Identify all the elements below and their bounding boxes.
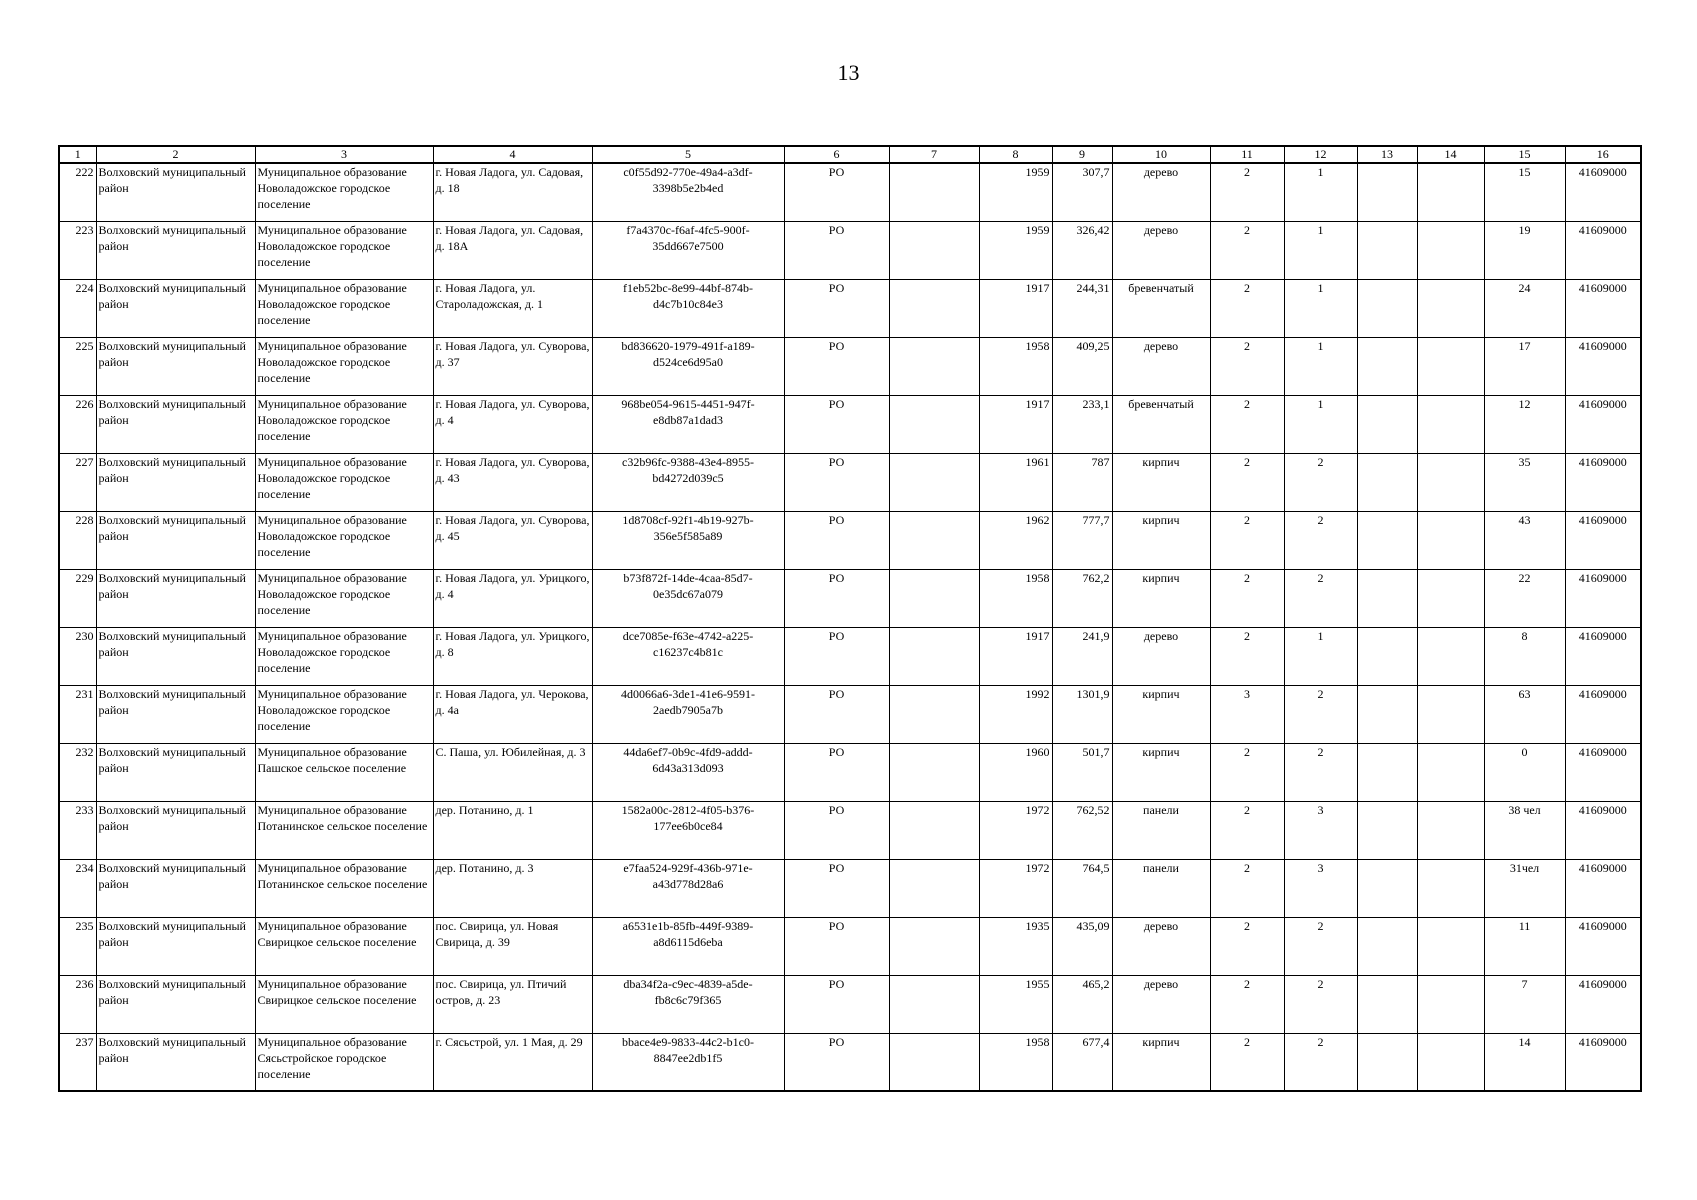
cell-entrances: 2 [1284,1033,1357,1091]
cell-col-7-value [889,453,979,511]
cell-col-6-value: РО [784,511,889,569]
cell-col-13-value [1357,743,1417,801]
cell-wall-material: кирпич [1112,453,1210,511]
cell-oktmo-code: 41609000 [1565,453,1641,511]
cell-col-14-value [1417,569,1484,627]
table-row [59,221,1641,279]
cell-floors: 2 [1210,163,1284,221]
cell-year-built: 1961 [979,453,1052,511]
cell-oktmo-code: 41609000 [1565,221,1641,279]
cell-col-6-value: РО [784,221,889,279]
cell-area: 244,31 [1052,279,1112,337]
cell-house-guid: 44da6ef7-0b9c-4fd9-addd-6d43a313d093 [592,743,784,801]
cell-residents: 11 [1484,917,1565,975]
page-number: 13 [837,60,860,85]
cell-row-number: 228 [59,511,96,569]
cell-col-6-value: РО [784,337,889,395]
cell-col-14-value [1417,859,1484,917]
cell-wall-material: дерево [1112,221,1210,279]
cell-house-guid: 968be054-9615-4451-947f-e8db87a1dad3 [592,395,784,453]
cell-year-built: 1917 [979,279,1052,337]
col-header-14: 14 [1417,146,1484,163]
cell-residents: 7 [1484,975,1565,1033]
cell-entrances: 1 [1284,395,1357,453]
cell-year-built: 1992 [979,685,1052,743]
cell-district: Волховский муниципальный район [96,801,255,859]
cell-district: Волховский муниципальный район [96,279,255,337]
cell-address: г. Новая Ладога, ул. Урицкого, д. 4 [433,569,592,627]
cell-col-7-value [889,511,979,569]
cell-wall-material: дерево [1112,337,1210,395]
cell-house-guid: f1eb52bc-8e99-44bf-874b-d4c7b10c84e3 [592,279,784,337]
cell-row-number: 235 [59,917,96,975]
cell-wall-material: бревенчатый [1112,395,1210,453]
cell-house-guid: 1582a00c-2812-4f05-b376-177ee6b0ce84 [592,801,784,859]
cell-municipality: Муниципальное образование Потанинское сельское поселение [255,859,433,917]
cell-area: 787 [1052,453,1112,511]
cell-wall-material: дерево [1112,163,1210,221]
cell-house-guid: f7a4370c-f6af-4fc5-900f-35dd667e7500 [592,221,784,279]
cell-year-built: 1960 [979,743,1052,801]
col-header-5: 5 [592,146,784,163]
cell-row-number: 236 [59,975,96,1033]
cell-floors: 2 [1210,917,1284,975]
cell-year-built: 1972 [979,801,1052,859]
cell-floors: 2 [1210,627,1284,685]
cell-entrances: 1 [1284,221,1357,279]
cell-municipality: Муниципальное образование Свирицкое сельское поселение [255,975,433,1033]
cell-entrances: 3 [1284,859,1357,917]
cell-floors: 2 [1210,975,1284,1033]
cell-year-built: 1935 [979,917,1052,975]
cell-address: г. Новая Ладога, ул. Суворова, д. 43 [433,453,592,511]
cell-col-14-value [1417,743,1484,801]
cell-row-number: 230 [59,627,96,685]
col-header-9: 9 [1052,146,1112,163]
cell-col-6-value: РО [784,453,889,511]
cell-row-number: 225 [59,337,96,395]
header-row [59,146,1641,163]
cell-col-7-value [889,801,979,859]
cell-oktmo-code: 41609000 [1565,859,1641,917]
cell-entrances: 2 [1284,975,1357,1033]
cell-residents: 14 [1484,1033,1565,1091]
cell-col-6-value: РО [784,395,889,453]
col-header-3: 3 [255,146,433,163]
cell-col-7-value [889,337,979,395]
cell-municipality: Муниципальное образование Новоладожское городское поселение [255,337,433,395]
cell-area: 764,5 [1052,859,1112,917]
cell-col-7-value [889,975,979,1033]
cell-col-7-value [889,569,979,627]
cell-area: 233,1 [1052,395,1112,453]
cell-col-14-value [1417,975,1484,1033]
cell-oktmo-code: 41609000 [1565,627,1641,685]
cell-year-built: 1958 [979,1033,1052,1091]
cell-col-14-value [1417,163,1484,221]
cell-col-6-value: РО [784,975,889,1033]
cell-col-13-value [1357,801,1417,859]
table-row [59,279,1641,337]
col-header-8: 8 [979,146,1052,163]
cell-col-14-value [1417,801,1484,859]
cell-col-13-value [1357,569,1417,627]
col-header-4: 4 [433,146,592,163]
cell-municipality: Муниципальное образование Новоладожское городское поселение [255,221,433,279]
cell-col-7-value [889,1033,979,1091]
cell-col-6-value: РО [784,859,889,917]
cell-district: Волховский муниципальный район [96,917,255,975]
cell-year-built: 1917 [979,395,1052,453]
cell-area: 409,25 [1052,337,1112,395]
cell-address: г. Новая Ладога, ул. Суворова, д. 37 [433,337,592,395]
cell-col-13-value [1357,511,1417,569]
cell-col-7-value [889,395,979,453]
cell-residents: 8 [1484,627,1565,685]
cell-address: г. Новая Ладога, ул. Садовая, д. 18А [433,221,592,279]
cell-col-6-value: РО [784,569,889,627]
cell-col-13-value [1357,221,1417,279]
cell-wall-material: панели [1112,801,1210,859]
cell-house-guid: dba34f2a-c9ec-4839-a5de-fb8c6c79f365 [592,975,784,1033]
cell-residents: 17 [1484,337,1565,395]
cell-col-6-value: РО [784,279,889,337]
cell-oktmo-code: 41609000 [1565,337,1641,395]
cell-floors: 2 [1210,1033,1284,1091]
cell-col-14-value [1417,685,1484,743]
table-row [59,337,1641,395]
cell-municipality: Муниципальное образование Сясьстройское городское поселение [255,1033,433,1091]
cell-row-number: 231 [59,685,96,743]
cell-house-guid: c32b96fc-9388-43e4-8955-bd4272d039c5 [592,453,784,511]
cell-area: 501,7 [1052,743,1112,801]
cell-oktmo-code: 41609000 [1565,743,1641,801]
table-row [59,1033,1641,1091]
cell-floors: 2 [1210,511,1284,569]
cell-wall-material: дерево [1112,917,1210,975]
cell-address: пос. Свирица, ул. Новая Свирица, д. 39 [433,917,592,975]
cell-col-14-value [1417,1033,1484,1091]
cell-wall-material: кирпич [1112,685,1210,743]
cell-entrances: 1 [1284,279,1357,337]
cell-house-guid: bd836620-1979-491f-a189-d524ce6d95a0 [592,337,784,395]
cell-floors: 2 [1210,221,1284,279]
cell-district: Волховский муниципальный район [96,453,255,511]
cell-oktmo-code: 41609000 [1565,801,1641,859]
cell-col-14-value [1417,337,1484,395]
cell-col-7-value [889,221,979,279]
cell-year-built: 1962 [979,511,1052,569]
cell-house-guid: a6531e1b-85fb-449f-9389-a8d6115d6eba [592,917,784,975]
table-row [59,859,1641,917]
cell-entrances: 2 [1284,453,1357,511]
cell-col-7-value [889,279,979,337]
cell-district: Волховский муниципальный район [96,511,255,569]
cell-year-built: 1972 [979,859,1052,917]
cell-wall-material: кирпич [1112,1033,1210,1091]
cell-wall-material: кирпич [1112,511,1210,569]
col-header-6: 6 [784,146,889,163]
cell-municipality: Муниципальное образование Новоладожское городское поселение [255,685,433,743]
cell-row-number: 232 [59,743,96,801]
cell-col-14-value [1417,511,1484,569]
table-row [59,163,1641,221]
cell-entrances: 1 [1284,627,1357,685]
cell-col-14-value [1417,453,1484,511]
cell-area: 307,7 [1052,163,1112,221]
cell-col-6-value: РО [784,627,889,685]
cell-row-number: 229 [59,569,96,627]
cell-address: г. Новая Ладога, ул. Староладожская, д. 1 [433,279,592,337]
cell-house-guid: 1d8708cf-92f1-4b19-927b-356e5f585a89 [592,511,784,569]
cell-municipality: Муниципальное образование Новоладожское городское поселение [255,511,433,569]
cell-col-13-value [1357,917,1417,975]
cell-entrances: 2 [1284,569,1357,627]
cell-municipality: Муниципальное образование Новоладожское городское поселение [255,627,433,685]
cell-residents: 38 чел [1484,801,1565,859]
cell-district: Волховский муниципальный район [96,337,255,395]
cell-address: г. Новая Ладога, ул. Урицкого, д. 8 [433,627,592,685]
cell-area: 762,52 [1052,801,1112,859]
table-row [59,569,1641,627]
table-header [59,146,1641,163]
table-row [59,801,1641,859]
cell-entrances: 2 [1284,743,1357,801]
cell-col-7-value [889,163,979,221]
table-row [59,453,1641,511]
cell-col-13-value [1357,395,1417,453]
cell-col-14-value [1417,395,1484,453]
cell-municipality: Муниципальное образование Новоладожское городское поселение [255,453,433,511]
cell-oktmo-code: 41609000 [1565,279,1641,337]
cell-col-13-value [1357,975,1417,1033]
cell-address: г. Новая Ладога, ул. Черокова, д. 4а [433,685,592,743]
cell-floors: 2 [1210,453,1284,511]
col-header-7: 7 [889,146,979,163]
cell-area: 435,09 [1052,917,1112,975]
cell-municipality: Муниципальное образование Потанинское сельское поселение [255,801,433,859]
cell-address: дер. Потанино, д. 1 [433,801,592,859]
cell-area: 326,42 [1052,221,1112,279]
cell-col-6-value: РО [784,743,889,801]
cell-wall-material: дерево [1112,627,1210,685]
col-header-1: 1 [59,146,96,163]
cell-oktmo-code: 41609000 [1565,685,1641,743]
cell-col-7-value [889,685,979,743]
cell-col-13-value [1357,1033,1417,1091]
cell-entrances: 1 [1284,337,1357,395]
cell-residents: 15 [1484,163,1565,221]
cell-row-number: 226 [59,395,96,453]
cell-district: Волховский муниципальный район [96,569,255,627]
col-header-11: 11 [1210,146,1284,163]
table-row [59,395,1641,453]
cell-entrances: 3 [1284,801,1357,859]
cell-house-guid: b73f872f-14de-4caa-85d7-0e35dc67a079 [592,569,784,627]
cell-col-13-value [1357,163,1417,221]
cell-residents: 35 [1484,453,1565,511]
cell-col-7-value [889,859,979,917]
cell-municipality: Муниципальное образование Новоладожское городское поселение [255,395,433,453]
cell-entrances: 1 [1284,163,1357,221]
cell-wall-material: панели [1112,859,1210,917]
cell-entrances: 2 [1284,511,1357,569]
cell-col-14-value [1417,917,1484,975]
cell-row-number: 233 [59,801,96,859]
cell-house-guid: e7faa524-929f-436b-971e-a43d778d28a6 [592,859,784,917]
col-header-13: 13 [1357,146,1417,163]
cell-col-13-value [1357,279,1417,337]
cell-area: 777,7 [1052,511,1112,569]
cell-entrances: 2 [1284,685,1357,743]
cell-col-7-value [889,627,979,685]
cell-residents: 0 [1484,743,1565,801]
cell-address: г. Новая Ладога, ул. Суворова, д. 45 [433,511,592,569]
cell-year-built: 1955 [979,975,1052,1033]
cell-residents: 24 [1484,279,1565,337]
cell-municipality: Муниципальное образование Пашское сельское поселение [255,743,433,801]
cell-col-13-value [1357,859,1417,917]
cell-floors: 2 [1210,395,1284,453]
cell-area: 762,2 [1052,569,1112,627]
cell-oktmo-code: 41609000 [1565,395,1641,453]
table-row [59,975,1641,1033]
col-header-10: 10 [1112,146,1210,163]
cell-district: Волховский муниципальный район [96,975,255,1033]
cell-oktmo-code: 41609000 [1565,511,1641,569]
cell-district: Волховский муниципальный район [96,627,255,685]
cell-year-built: 1959 [979,221,1052,279]
cell-wall-material: кирпич [1112,743,1210,801]
cell-residents: 63 [1484,685,1565,743]
cell-floors: 2 [1210,569,1284,627]
cell-col-14-value [1417,221,1484,279]
table-row [59,627,1641,685]
cell-municipality: Муниципальное образование Новоладожское городское поселение [255,163,433,221]
cell-area: 677,4 [1052,1033,1112,1091]
cell-residents: 31чел [1484,859,1565,917]
cell-house-guid: c0f55d92-770e-49a4-a3df-3398b5e2b4ed [592,163,784,221]
cell-col-7-value [889,917,979,975]
cell-col-13-value [1357,685,1417,743]
cell-address: пос. Свирица, ул. Птичий остров, д. 23 [433,975,592,1033]
cell-floors: 2 [1210,801,1284,859]
col-header-2: 2 [96,146,255,163]
cell-year-built: 1958 [979,337,1052,395]
cell-house-guid: dce7085e-f63e-4742-a225-c16237c4b81c [592,627,784,685]
cell-district: Волховский муниципальный район [96,743,255,801]
cell-municipality: Муниципальное образование Свирицкое сельское поселение [255,917,433,975]
cell-row-number: 224 [59,279,96,337]
cell-col-14-value [1417,279,1484,337]
cell-year-built: 1959 [979,163,1052,221]
cell-municipality: Муниципальное образование Новоладожское городское поселение [255,569,433,627]
table-row [59,743,1641,801]
table-body [59,163,1641,1091]
cell-house-guid: bbace4e9-9833-44c2-b1c0-8847ee2db1f5 [592,1033,784,1091]
cell-year-built: 1917 [979,627,1052,685]
cell-floors: 2 [1210,279,1284,337]
cell-address: дер. Потанино, д. 3 [433,859,592,917]
cell-col-6-value: РО [784,917,889,975]
cell-col-14-value [1417,627,1484,685]
cell-district: Волховский муниципальный район [96,395,255,453]
cell-district: Волховский муниципальный район [96,221,255,279]
cell-district: Волховский муниципальный район [96,163,255,221]
cell-area: 241,9 [1052,627,1112,685]
cell-oktmo-code: 41609000 [1565,163,1641,221]
cell-district: Волховский муниципальный район [96,1033,255,1091]
cell-area: 465,2 [1052,975,1112,1033]
cell-area: 1301,9 [1052,685,1112,743]
cell-col-13-value [1357,453,1417,511]
col-header-12: 12 [1284,146,1357,163]
cell-oktmo-code: 41609000 [1565,1033,1641,1091]
cell-wall-material: бревенчатый [1112,279,1210,337]
table-row [59,511,1641,569]
cell-municipality: Муниципальное образование Новоладожское городское поселение [255,279,433,337]
cell-col-6-value: РО [784,1033,889,1091]
cell-wall-material: дерево [1112,975,1210,1033]
cell-wall-material: кирпич [1112,569,1210,627]
cell-col-7-value [889,743,979,801]
cell-entrances: 2 [1284,917,1357,975]
cell-house-guid: 4d0066a6-3de1-41e6-9591-2aedb7905a7b [592,685,784,743]
cell-col-6-value: РО [784,801,889,859]
cell-col-6-value: РО [784,163,889,221]
cell-residents: 43 [1484,511,1565,569]
cell-row-number: 223 [59,221,96,279]
col-header-16: 16 [1565,146,1641,163]
cell-row-number: 222 [59,163,96,221]
cell-col-6-value: РО [784,685,889,743]
cell-floors: 2 [1210,337,1284,395]
cell-col-13-value [1357,337,1417,395]
cell-residents: 22 [1484,569,1565,627]
cell-residents: 12 [1484,395,1565,453]
cell-floors: 3 [1210,685,1284,743]
cell-floors: 2 [1210,859,1284,917]
cell-row-number: 227 [59,453,96,511]
cell-address: г. Сясьстрой, ул. 1 Мая, д. 29 [433,1033,592,1091]
cell-floors: 2 [1210,743,1284,801]
cell-row-number: 237 [59,1033,96,1091]
cell-row-number: 234 [59,859,96,917]
cell-district: Волховский муниципальный район [96,685,255,743]
cell-address: С. Паша, ул. Юбилейная, д. 3 [433,743,592,801]
cell-oktmo-code: 41609000 [1565,917,1641,975]
cell-address: г. Новая Ладога, ул. Суворова, д. 4 [433,395,592,453]
cell-col-13-value [1357,627,1417,685]
housing-registry-table [58,145,1642,1092]
cell-address: г. Новая Ладога, ул. Садовая, д. 18 [433,163,592,221]
cell-residents: 19 [1484,221,1565,279]
cell-year-built: 1958 [979,569,1052,627]
table-row [59,917,1641,975]
cell-oktmo-code: 41609000 [1565,569,1641,627]
cell-district: Волховский муниципальный район [96,859,255,917]
col-header-15: 15 [1484,146,1565,163]
cell-oktmo-code: 41609000 [1565,975,1641,1033]
table-row [59,685,1641,743]
